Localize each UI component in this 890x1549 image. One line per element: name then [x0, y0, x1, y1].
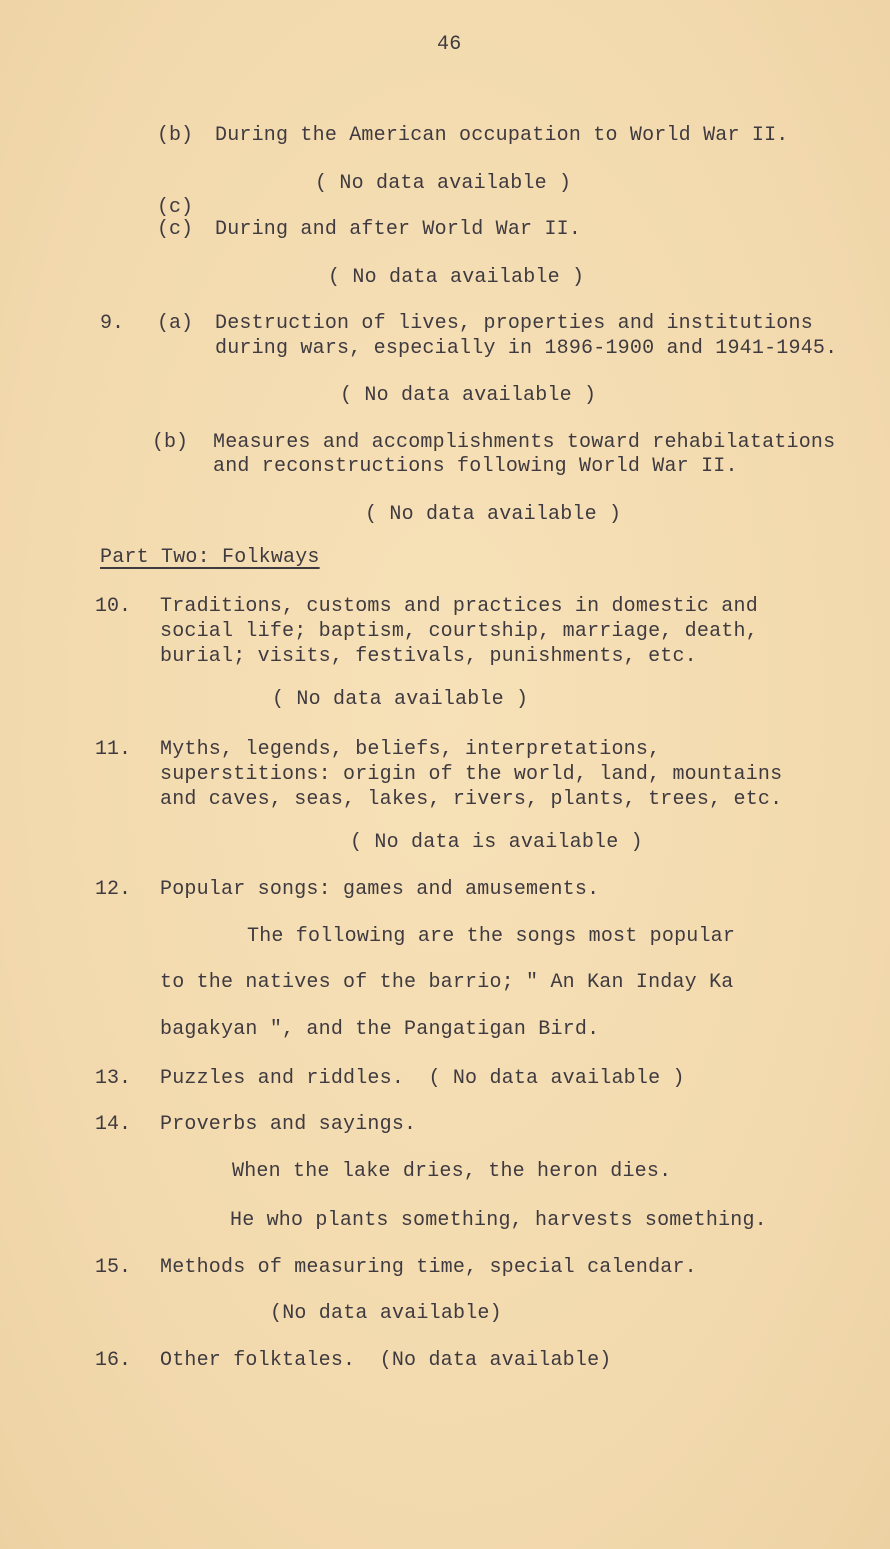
item-text: Puzzles and riddles. ( No data available ) [160, 1067, 685, 1090]
item-number: 15. [95, 1256, 132, 1279]
no-data-note: (No data available) [270, 1302, 502, 1325]
item-number: 11. [95, 738, 132, 761]
item-number: 14. [95, 1113, 132, 1136]
item-text-line: Destruction of lives, properties and institutions [215, 312, 813, 335]
item-text-line: Traditions, customs and practices in domestic and [160, 595, 758, 618]
body-line: The following are the songs most popular [247, 925, 736, 948]
item-text-line: and reconstructions following World War II. [213, 455, 738, 478]
item-text-line: burial; visits, festivals, punishments, etc. [160, 645, 697, 668]
item-number: 12. [95, 878, 132, 901]
item-text: During the American occupation to World War II. [215, 124, 789, 147]
item-number: 10. [95, 595, 132, 618]
item-text-line: Myths, legends, beliefs, interpretations, [160, 738, 661, 761]
item-text: Popular songs: games and amusements. [160, 878, 600, 901]
no-data-note: ( No data available ) [340, 384, 597, 407]
body-line: bagakyan ", and the Pangatigan Bird. [160, 1018, 600, 1041]
item-number: 9. [100, 312, 125, 335]
proverb-line: When the lake dries, the heron dies. [232, 1160, 672, 1183]
item-label: (c) [157, 196, 194, 219]
no-data-note: ( No data available ) [272, 688, 529, 711]
proverb-line: He who plants something, harvests something. [230, 1209, 767, 1232]
no-data-note: ( No data available ) [315, 172, 572, 195]
item-label: (b) [157, 124, 194, 147]
item-text-line: social life; baptism, courtship, marriage, death, [160, 620, 758, 643]
no-data-note: ( No data available ) [328, 266, 585, 289]
item-number: 13. [95, 1067, 132, 1090]
page-number: 46 [437, 33, 462, 56]
no-data-note: ( No data available ) [365, 503, 622, 526]
item-text: During and after World War II. [215, 218, 582, 241]
item-label: (a) [157, 312, 194, 335]
item-text: Proverbs and sayings. [160, 1113, 417, 1136]
item-text-line: during wars, especially in 1896-1900 and 1941-1945. [215, 337, 838, 360]
item-text-line: superstitions: origin of the world, land, mountains [160, 763, 783, 786]
item-label: (c) [157, 218, 194, 241]
no-data-note: ( No data is available ) [350, 831, 643, 854]
item-label: (b) [152, 431, 189, 454]
body-line: to the natives of the barrio; " An Kan Inday Ka [160, 971, 734, 994]
section-heading: Part Two: Folkways [100, 546, 320, 569]
item-text: Methods of measuring time, special calendar. [160, 1256, 697, 1279]
item-text: Other folktales. (No data available) [160, 1349, 612, 1372]
item-number: 16. [95, 1349, 132, 1372]
item-text-line: and caves, seas, lakes, rivers, plants, trees, etc. [160, 788, 783, 811]
item-text-line: Measures and accomplishments toward rehabilatations [213, 431, 836, 454]
